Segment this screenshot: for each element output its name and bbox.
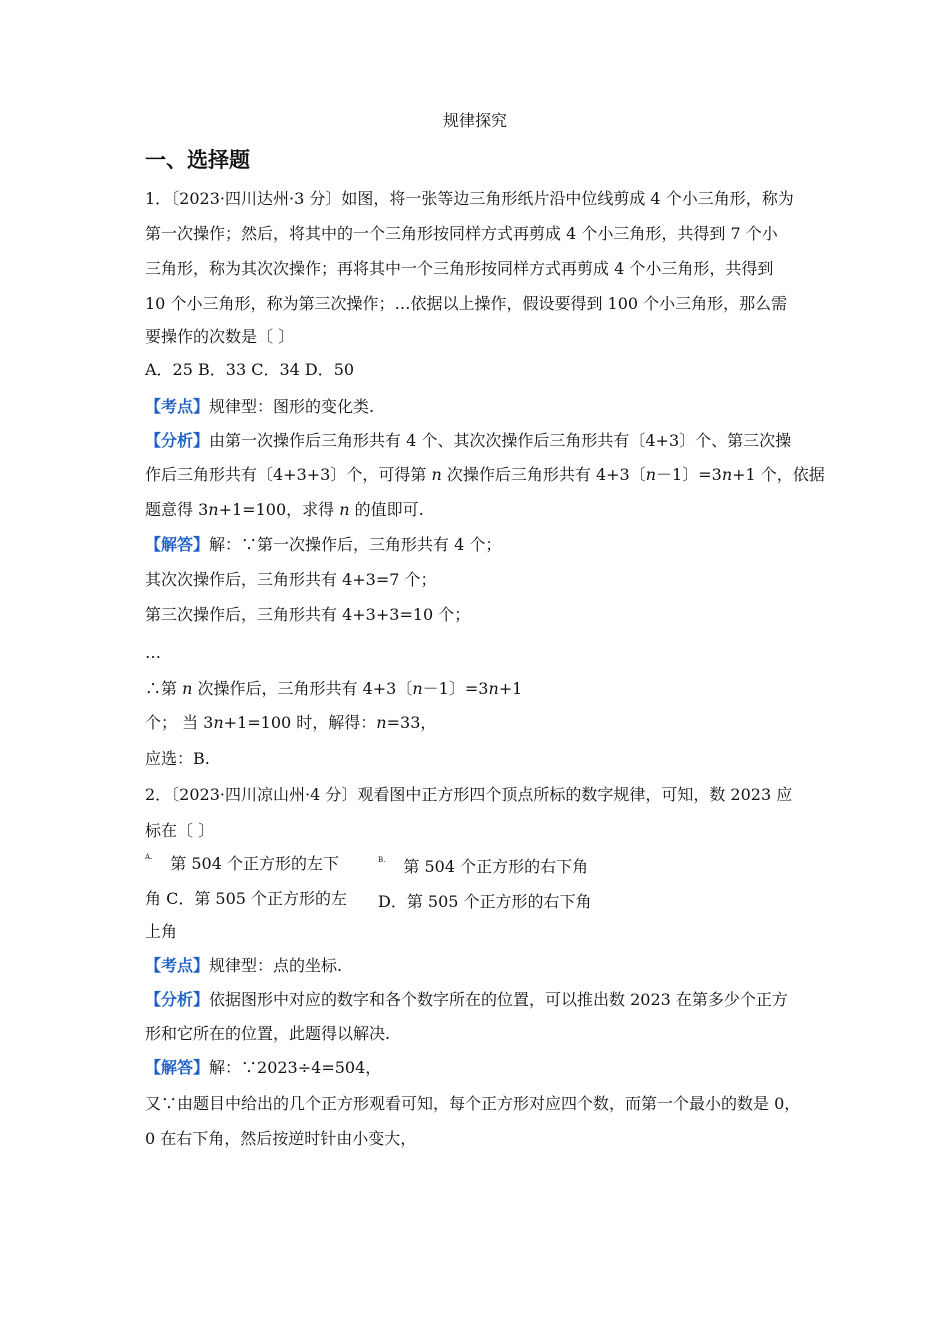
q1-jieda-1 [145,537,501,553]
text-run: 次操作后三角形共有 4+3〔 [441,465,646,484]
q2-jieda-3: 0 在右下角，然后按逆时针由小变大， [145,1129,417,1148]
q1-fenxi-2 [145,467,825,483]
text-run: 的值即可. [349,500,424,519]
q1-line-1: 1．〔2023·四川达州·3 分〕如图，将一张等边三角形纸片沿中位线剪成 4 个小三角形，称为 [145,189,794,208]
jieda-text: 解：∵2023÷4=504， [209,1058,382,1077]
var-n: n [339,500,350,519]
text-run: +1 个，依据 [732,465,825,484]
kaodian-text: 规律型：点的坐标. [209,956,343,975]
q1-fenxi-3 [145,502,424,518]
jieda-tag: 【解答】 [145,1058,210,1077]
var-n: n [182,679,193,698]
q1-line-3: 三角形，称为其次次操作；再将其中一个三角形按同样方式再剪成 4 个小三角形，共得到 [145,259,774,278]
text-run: －1〕=3 [656,465,722,484]
q2-option-d: D．第 505 个正方形的右下角 [378,892,592,911]
q2-option-c: 角 C．第 505 个正方形的左 [145,889,348,908]
q1-jieda-3: 第三次操作后，三角形共有 4+3+3=10 个； [145,605,471,624]
page-title: 规律探究 [442,111,507,130]
var-n: n [208,500,219,519]
fenxi-text: 由第一次操作后三角形共有 4 个、其次次操作后三角形共有〔4+3〕个、第三次操 [209,431,792,450]
text-run: 题意得 3 [145,500,209,519]
kaodian-text: 规律型：图形的变化类. [209,397,375,416]
q2-line-1: 2．〔2023·四川凉山州·4 分〕观看图中正方形四个顶点所标的数字规律，可知，数 2023 应 [145,785,793,804]
fenxi-tag: 【分析】 [145,431,210,450]
q2-kaodian [145,958,342,974]
var-n: n [376,713,387,732]
var-n: n [721,465,733,484]
q2-option-c-cont: 上角 [145,922,178,941]
q1-fenxi-1 [145,433,791,449]
var-n: n [645,465,657,484]
q2-line-2: 标在〔 〕 [145,821,215,840]
kaodian-tag: 【考点】 [145,956,210,975]
var-n: n [412,679,423,698]
q1-line-2: 第一次操作；然后，将其中的一个三角形按同样方式再剪成 4 个小三角形，共得到 7 个小 [145,224,778,243]
text-run: 个； 当 3 [145,713,214,732]
fenxi-tag: 【分析】 [145,990,210,1009]
text-run: ∴第 [145,679,183,698]
var-n: n [488,679,499,698]
section-heading: 一、选择题 [145,148,250,172]
q1-kaodian [145,399,374,415]
q2-jieda-2: 又∵由题目中给出的几个正方形观看可知，每个正方形对应四个数，而第一个最小的数是 0， [145,1094,801,1113]
jieda-text: 解：∵第一次操作后，三角形共有 4 个； [209,535,502,554]
q1-line-4: 10 个小三角形，称为第三次操作；…依据以上操作，假设要得到 100 个小三角形，那么需 [145,294,788,313]
jieda-tag: 【解答】 [145,535,210,554]
q2-option-a [145,853,339,873]
q2-fenxi-2: 形和它所在的位置，此题得以解决. [145,1024,391,1043]
kaodian-tag: 【考点】 [145,397,210,416]
text-run: +1=100，求得 [218,500,340,519]
text-run: 作后三角形共有〔4+3+3〕个，可得第 [145,465,432,484]
q2-fenxi-1 [145,992,788,1008]
fenxi-text: 依据图形中对应的数字和各个数字所在的位置，可以推出数 2023 在第多少个正方 [209,990,788,1009]
text-run: =33， [386,713,437,732]
q1-ellipsis: … [145,643,161,662]
text-run: －1〕=3 [422,679,489,698]
var-n: n [213,713,224,732]
option-b-mark: B. [378,856,386,864]
q1-options: A．25 B．33 C．34 D．50 [145,360,355,379]
option-a-text: 第 504 个正方形的左下 [170,854,339,873]
q1-line-5: 要操作的次数是〔 〕 [145,327,295,346]
q1-jieda-5 [145,681,522,697]
q2-option-b [378,856,589,876]
q2-jieda-1 [145,1060,381,1076]
q1-jieda-7: 应选：B. [145,749,210,768]
text-run: +1 [498,679,523,698]
text-run: 次操作后，三角形共有 4+3〔 [192,679,413,698]
q1-jieda-2: 其次次操作后，三角形共有 4+3=7 个； [145,570,437,589]
text-run: +1=100 时，解得： [223,713,377,732]
option-b-text: 第 504 个正方形的右下角 [403,857,589,876]
q1-jieda-6 [145,715,436,731]
option-a-mark: A. [145,853,153,861]
var-n: n [431,465,442,484]
